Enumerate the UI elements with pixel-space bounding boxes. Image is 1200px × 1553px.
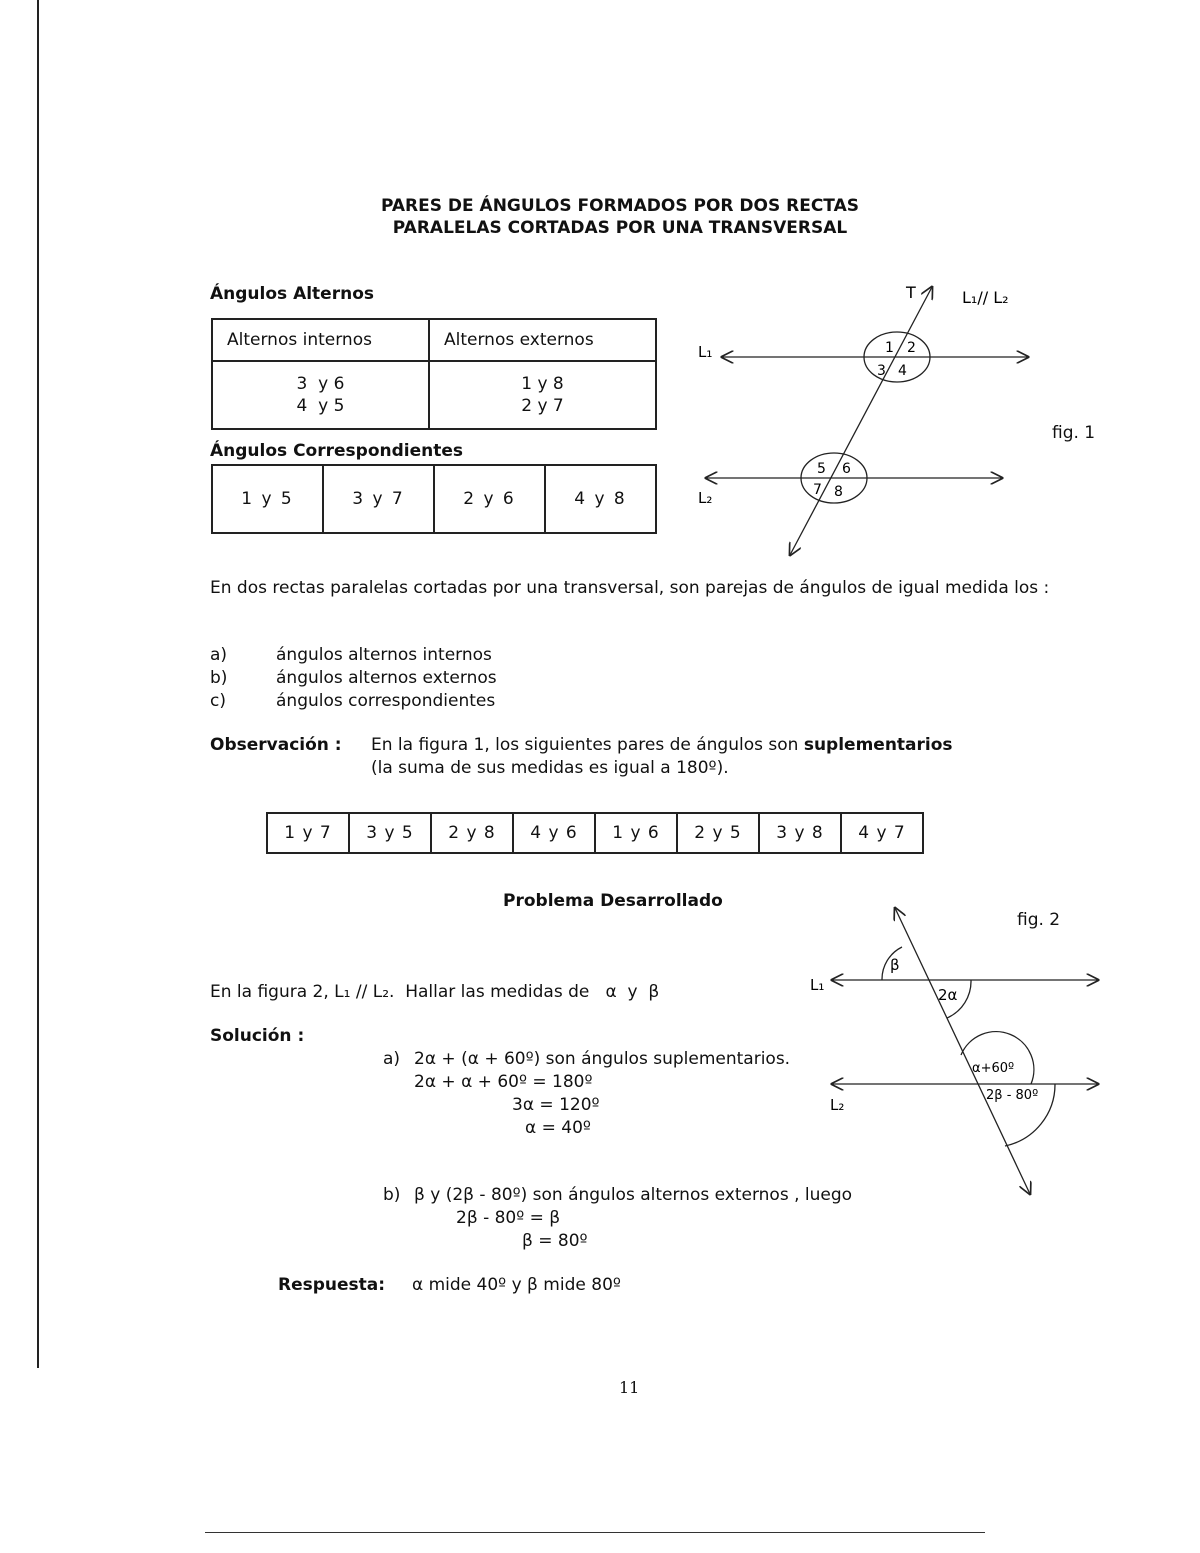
solution-a-line2: 2α + α + 60º = 180º — [414, 1072, 593, 1092]
supl-pair: 3 y 8 — [759, 813, 841, 853]
solution-b-line2: 2β - 80º = β — [456, 1208, 561, 1228]
fig1-parallel-label: L₁// L₂ — [962, 288, 1009, 307]
bottom-scan-rule — [205, 1532, 985, 1533]
fig1-angle-5: 5 — [817, 461, 826, 477]
correspondientes-heading: Ángulos Correspondientes — [210, 441, 463, 461]
problem-statement: En la figura 2, L₁ // L₂. Hallar las medidas de α y β — [210, 982, 660, 1002]
supl-pair: 1 y 7 — [267, 813, 349, 853]
fig2-caption: fig. 2 — [1017, 910, 1061, 930]
alternos-internos-header: Alternos internos — [212, 319, 429, 361]
observacion-label: Observación : — [210, 735, 342, 755]
alternos-table — [211, 318, 657, 430]
supl-pair: 4 y 7 — [841, 813, 923, 853]
fig1-angle-4: 4 — [898, 363, 907, 379]
solution-a-marker: a) — [383, 1049, 401, 1069]
supl-pair: 4 y 6 — [513, 813, 595, 853]
fig2-2alpha-label: 2α — [938, 986, 958, 1004]
solution-b-line3: β = 80º — [522, 1231, 588, 1251]
alternos-externos-cell: 1 y 8 2 y 7 — [429, 361, 656, 429]
fig1-angle-2: 2 — [907, 340, 916, 356]
solution-a-line1: 2α + (α + 60º) son ángulos suplementarios. — [414, 1049, 791, 1069]
supl-pair: 3 y 5 — [349, 813, 431, 853]
fig2-alpha60-label: α+60º — [972, 1061, 1015, 1076]
fig2-beta-label: β — [890, 956, 900, 974]
corr-pair: 3 y 7 — [323, 465, 434, 533]
supl-pair: 1 y 6 — [595, 813, 677, 853]
solution-b-line1: β y (2β - 80º) son ángulos alternos externos , luego — [414, 1185, 853, 1205]
page-number: 11 — [619, 1378, 640, 1397]
list-item: a) ángulos alternos internos — [210, 645, 492, 665]
suplementarios-table — [266, 812, 924, 854]
solution-a-line3: 3α = 120º — [512, 1095, 600, 1115]
corr-pair: 4 y 8 — [545, 465, 656, 533]
correspondientes-table — [211, 464, 657, 534]
fig1-angle-7: 7 — [813, 482, 822, 498]
fig1-T-label: T — [906, 283, 916, 302]
respuesta-label: Respuesta: — [278, 1275, 386, 1295]
list-item: c) ángulos correspondientes — [210, 691, 496, 711]
corr-pair: 1 y 5 — [212, 465, 323, 533]
fig2-L1-label: L₁ — [810, 976, 825, 994]
page-title: PARES DE ÁNGULOS FORMADOS POR DOS RECTAS PARALELAS CORTADAS POR UNA TRANSVERSAL — [380, 196, 859, 238]
fig1-angle-8: 8 — [834, 484, 843, 500]
corr-pair: 2 y 6 — [434, 465, 545, 533]
alternos-externos-header: Alternos externos — [429, 319, 656, 361]
solucion-label: Solución : — [210, 1026, 305, 1046]
solution-b-marker: b) — [383, 1185, 401, 1205]
fig1-L2-label: L₂ — [698, 489, 713, 507]
alternos-internos-cell: 3 y 6 4 y 5 — [212, 361, 429, 429]
list-item: b) ángulos alternos externos — [210, 668, 497, 688]
alternos-heading: Ángulos Alternos — [210, 284, 374, 304]
fig1-angle-3: 3 — [877, 363, 886, 379]
problema-heading: Problema Desarrollado — [503, 891, 723, 911]
fig1-caption: fig. 1 — [1052, 423, 1096, 443]
fig2-L2-label: L₂ — [830, 1096, 845, 1114]
fig1-angle-6: 6 — [842, 461, 851, 477]
intro-paragraph: En dos rectas paralelas cortadas por una transversal, son parejas de ángulos de igual medida los : — [210, 578, 1050, 598]
observacion-text: En la figura 1, los siguientes pares de ángulos son suplementarios (la suma de sus medidas es igual a 180º). — [371, 735, 953, 778]
left-margin-rule — [37, 0, 39, 1368]
fig2-beta80-label: 2β - 80º — [986, 1088, 1039, 1103]
supl-pair: 2 y 8 — [431, 813, 513, 853]
fig1-angle-1: 1 — [885, 340, 894, 356]
angles-list — [210, 644, 497, 713]
supl-pair: 2 y 5 — [677, 813, 759, 853]
fig1-L1-label: L₁ — [698, 343, 713, 361]
solution-a-line4: α = 40º — [525, 1118, 591, 1138]
figure-2 — [800, 900, 1120, 1210]
respuesta-text: α mide 40º y β mide 80º — [412, 1275, 621, 1295]
